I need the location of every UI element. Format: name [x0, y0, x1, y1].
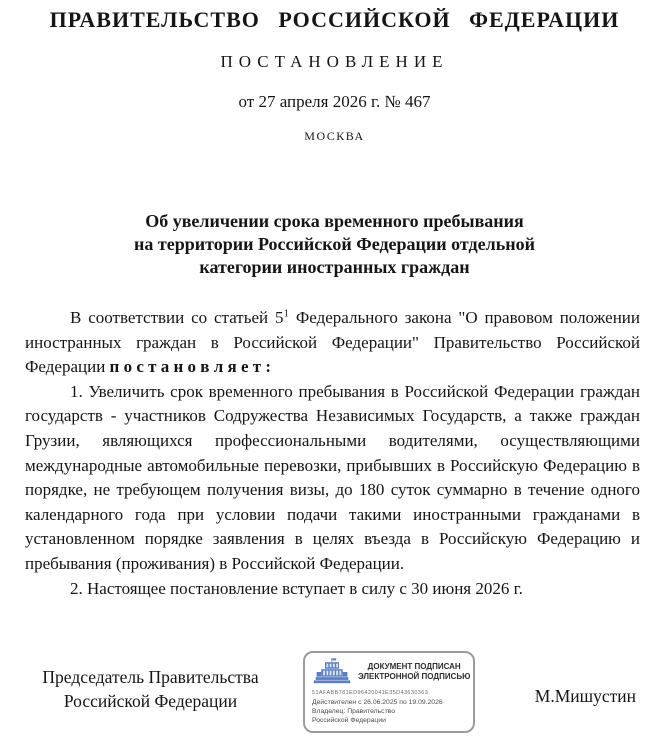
signer-position-line-2: Российской Федерации	[63, 691, 238, 711]
document-body	[25, 306, 640, 601]
stamp-owner: Владелец: Правительство Российской Федерации	[312, 708, 395, 724]
item-1-paragraph: 1. Увеличить срок временного пребывания в Российской Федерации граждан государств - участников Содружества Независимых Государств, а также граждан Грузии, являющихся профессиональными водителями, осуществляющими международные автомобильные перевозки, прибывших в Российскую Федерацию в порядке, не требующем получения визы, до 180 суток суммарно в течение одного календарного года при условии подачи такими иностранными гражданами в установленном порядке заявления в целях въезда в Российскую Федерацию и пребывания (проживания) в Российской Федерации.	[25, 381, 640, 573]
signature-block	[0, 650, 669, 740]
stamp-validity-period: Действителен с 26.06.2025 по 19.09.2026	[312, 699, 443, 706]
document-title-line-3: категории иностранных граждан	[199, 257, 470, 277]
intro-text-before-note: В соответствии со статьей 5	[70, 308, 284, 327]
document-title-line-1: Об увеличении срока временного пребывания	[145, 211, 524, 231]
item-2-paragraph: 2. Настоящее постановление вступает в силу с 30 июня 2026 г.	[70, 578, 523, 598]
organization-name: ПРАВИТЕЛЬСТВО РОССИЙСКОЙ ФЕДЕРАЦИИ	[49, 7, 620, 32]
government-building-icon	[312, 658, 352, 686]
resolution-word: п о с т а н о в л я е т :	[109, 357, 272, 377]
stamp-title-line-2: ЭЛЕКТРОННОЙ ПОДПИСЬЮ	[358, 672, 471, 681]
signer-name: М.Мишустин	[534, 686, 636, 706]
city-line: МОСКВА	[304, 129, 365, 143]
intro-text-after-note: Федерального закона "О правовом положении иностранных граждан в Российской Федерации" Правительство Российской Федерации	[25, 308, 640, 377]
electronic-signature-stamp	[303, 651, 475, 733]
document-type: ПОСТАНОВЛЕНИЕ	[220, 52, 449, 71]
signer-position-line-1: Председатель Правительства	[42, 667, 259, 687]
footnote-reference: 1	[283, 307, 289, 320]
intro-paragraph	[25, 306, 640, 380]
stamp-title-line-1: ДОКУМЕНТ ПОДПИСАН	[367, 662, 461, 671]
stamp-certificate-number: 51AFABB781ED96420041E35D43630363	[312, 690, 429, 696]
document-title	[0, 210, 669, 279]
stamp-title	[358, 662, 470, 682]
date-number-line: от 27 апреля 2026 г. № 467	[238, 92, 431, 111]
document-title-line-2: на территории Российской Федерации отдельной	[134, 234, 535, 254]
signer-position	[28, 665, 273, 713]
stamp-header	[312, 658, 471, 686]
